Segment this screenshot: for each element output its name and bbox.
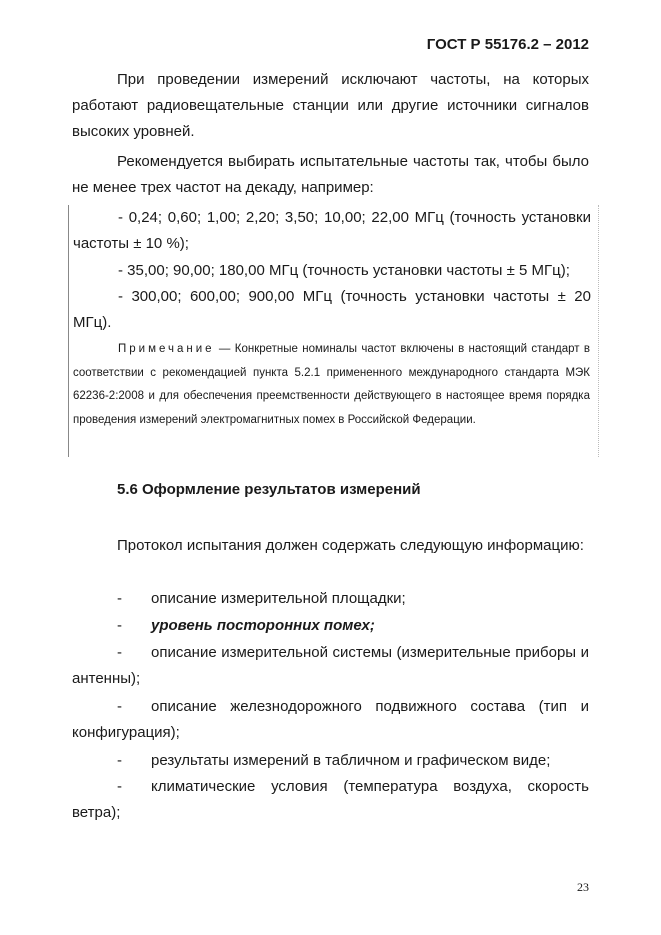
frequency-box xyxy=(68,205,599,457)
frequency-line-1: - 0,24; 0,60; 1,00; 2,20; 3,50; 10,00; 22,00 МГц (точность установки частоты ± 10 %); xyxy=(73,209,591,252)
list-item xyxy=(72,586,589,612)
note-block xyxy=(73,338,590,432)
list-dash: - xyxy=(117,752,122,769)
note-text: — Конкретные номиналы частот включены в настоящий стандарт в соответствии с рекомендацией пункта 5.2.1 примененного международного стандарта МЭК 62236-2:2008 и для обеспечения преемственности действующего в настоящее время порядка проведения измерений электромагнитных помех в Российской Федерации. xyxy=(73,343,590,426)
list-item-text: описание измерительной площадки; xyxy=(151,590,406,607)
paragraph-test-frequencies: Рекомендуется выбирать испытательные частоты так, чтобы было не менее трех частот на декаду, например: xyxy=(72,153,589,196)
list-item xyxy=(72,774,589,826)
list-dash: - xyxy=(117,590,122,607)
document-header: ГОСТ Р 55176.2 – 2012 xyxy=(426,36,589,53)
list-dash: - xyxy=(117,617,122,634)
frequency-line-3: - 300,00; 600,00; 900,00 МГц (точность установки частоты ± 20 МГц). xyxy=(73,288,591,331)
list-item xyxy=(72,640,589,692)
paragraph-frequencies-excluded: При проведении измерений исключают частоты, на которых работают радиовещательные станции или другие источники сигналов высоких уровней. xyxy=(72,71,589,140)
note-label: Примечание xyxy=(118,343,215,355)
list-item-text: климатические условия (температура воздуха, скорость ветра); xyxy=(72,778,589,821)
list-item xyxy=(72,748,589,774)
page-number: 23 xyxy=(577,880,589,894)
list-item-text: результаты измерений в табличном и графическом виде; xyxy=(151,752,551,769)
list-dash: - xyxy=(117,778,122,795)
list-item-text: уровень посторонних помех; xyxy=(151,617,375,634)
section-title: 5.6 Оформление результатов измерений xyxy=(117,481,421,498)
list-dash: - xyxy=(117,698,122,715)
list-item xyxy=(72,613,589,639)
list-item-text: описание железнодорожного подвижного состава (тип и конфигурация); xyxy=(72,698,589,741)
list-item xyxy=(72,694,589,746)
list-dash: - xyxy=(117,644,122,661)
list-item-text: описание измерительной системы (измерительные приборы и антенны); xyxy=(72,644,589,687)
section-intro: Протокол испытания должен содержать следующую информацию: xyxy=(117,537,584,554)
frequency-line-2: - 35,00; 90,00; 180,00 МГц (точность установки частоты ± 5 МГц); xyxy=(118,262,570,279)
